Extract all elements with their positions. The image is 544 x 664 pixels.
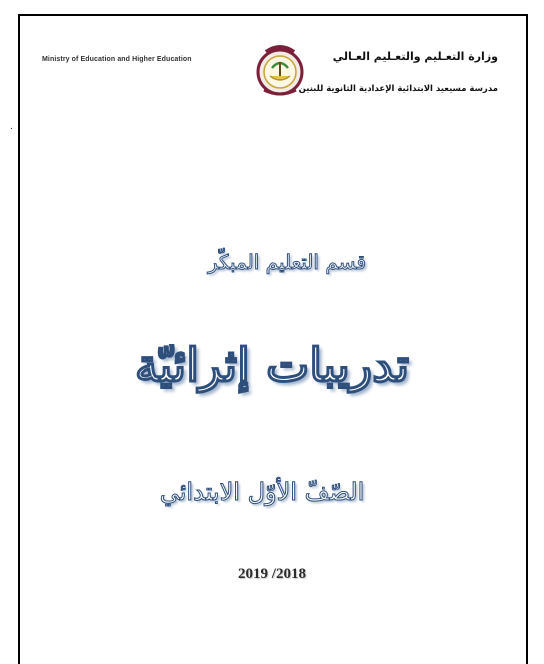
grade-heading: الصّفّ الأوّل الابتدائي	[159, 478, 365, 506]
department-heading: قسم التعليم المبكّر	[207, 250, 367, 274]
school-name: مدرسة مسيعيد الابتدائية الإعدادية الثانوية للبنين	[298, 84, 498, 94]
ministry-name-english: Ministry of Education and Higher Education	[42, 56, 192, 63]
page-title: تدريبات إثرائيّة	[134, 338, 410, 392]
ministry-name-arabic: وزارة التعـليم والتعـليم العـالي	[332, 50, 498, 63]
academic-year: 2019 /2018	[238, 566, 306, 582]
margin-mark: .	[10, 122, 13, 132]
